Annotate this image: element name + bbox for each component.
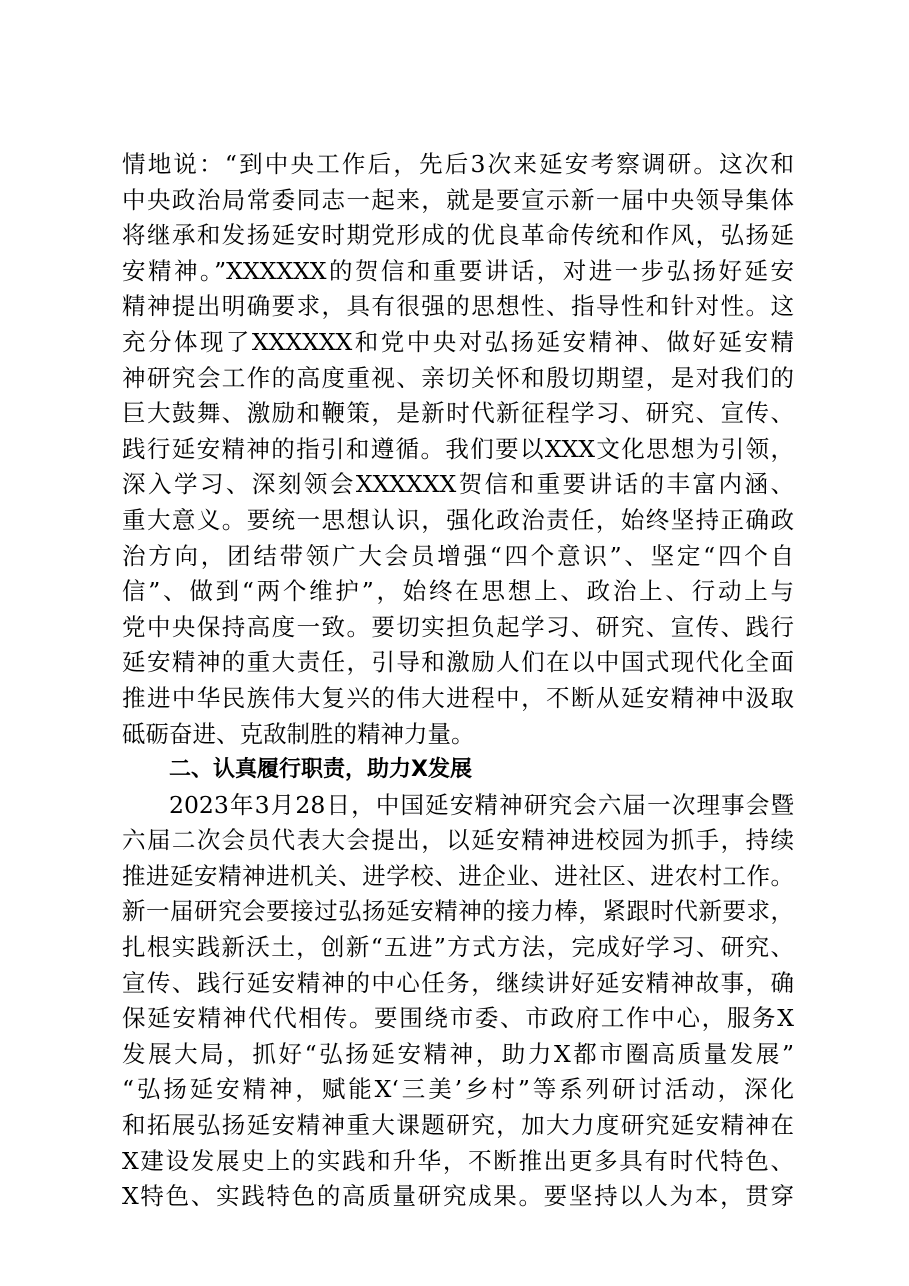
text-line: 情地说：“到中央工作后，先后3次来延安考察调研。这次和 [122, 150, 794, 178]
text-line: 重大意义。要统一思想认识，强化政治责任，始终坚持正确政 [122, 505, 794, 534]
text-line: X建设发展史上的实践和升华，不断推出更多具有时代特色、 [122, 1146, 794, 1175]
text-line: 宣传、践行延安精神的中心任务，继续讲好延安精神故事，确 [122, 968, 794, 997]
text-line: 践行延安精神的指引和遵循。我们要以XXX文化思想为引领， [122, 434, 794, 463]
text-line: 推进延安精神进机关、进学校、进企业、进社区、进农村工作。 [122, 861, 794, 890]
text-line: 巨大鼓舞、激励和鞭策，是新时代新征程学习、研究、宣传、 [122, 399, 794, 428]
text-line: 发展大局，抓好“弘扬延安精神，助力X都市圈高质量发展” [122, 1039, 794, 1068]
text-line: 推进中华民族伟大复兴的伟大进程中，不断从延安精神中汲取 [122, 683, 794, 712]
text-line: 延安精神的重大责任，引导和激励人们在以中国式现代化全面 [122, 648, 794, 677]
text-line: X特色、实践特色的高质量研究成果。要坚持以人为本，贯穿 [122, 1182, 794, 1211]
section-heading: 二、认真履行职责，助力X发展 [169, 757, 472, 783]
text-line: 2023年3月28日，中国延安精神研究会六届一次理事会暨 [169, 790, 794, 819]
text-line: 神研究会工作的高度重视、亲切关怀和殷切期望，是对我们的 [122, 363, 794, 392]
text-line: 新一届研究会要接过弘扬延安精神的接力棒，紧跟时代新要求， [122, 897, 794, 926]
text-line: 精神提出明确要求，具有很强的思想性、指导性和针对性。这 [122, 292, 794, 321]
text-line: 深入学习、深刻领会XXXXXX贺信和重要讲话的丰富内涵、 [122, 470, 794, 499]
text-line: 党中央保持高度一致。要切实担负起学习、研究、宣传、践行 [122, 612, 794, 641]
text-line: 充分体现了XXXXXX和党中央对弘扬延安精神、做好延安精 [122, 327, 794, 356]
text-line: 治方向，团结带领广大会员增强“四个意识”、坚定“四个自 [122, 541, 794, 570]
text-line: 保延安精神代代相传。要围绕市委、市政府工作中心，服务X [122, 1004, 794, 1033]
text-line: 中央政治局常委同志一起来，就是要宣示新一届中央领导集体 [122, 185, 794, 214]
text-line: 扎根实践新沃土，创新“五进”方式方法，完成好学习、研究、 [122, 933, 794, 962]
text-line: 砥砺奋进、克敌制胜的精神力量。 [122, 719, 475, 748]
text-line: 安精神。”XXXXXX的贺信和重要讲话，对进一步弘扬好延安 [122, 256, 794, 285]
text-line: 和拓展弘扬延安精神重大课题研究，加大力度研究延安精神在 [122, 1111, 794, 1140]
body-text [122, 147, 794, 1215]
text-line: 六届二次会员代表大会提出，以延安精神进校园为抓手，持续 [122, 826, 794, 855]
text-line: “弘扬延安精神，赋能X‘三美’乡村”等系列研讨活动，深化 [122, 1075, 794, 1104]
text-line: 将继承和发扬延安时期党形成的优良革命传统和作风，弘扬延 [122, 221, 794, 250]
text-line: 信”、做到“两个维护”，始终在思想上、政治上、行动上与 [122, 577, 794, 606]
